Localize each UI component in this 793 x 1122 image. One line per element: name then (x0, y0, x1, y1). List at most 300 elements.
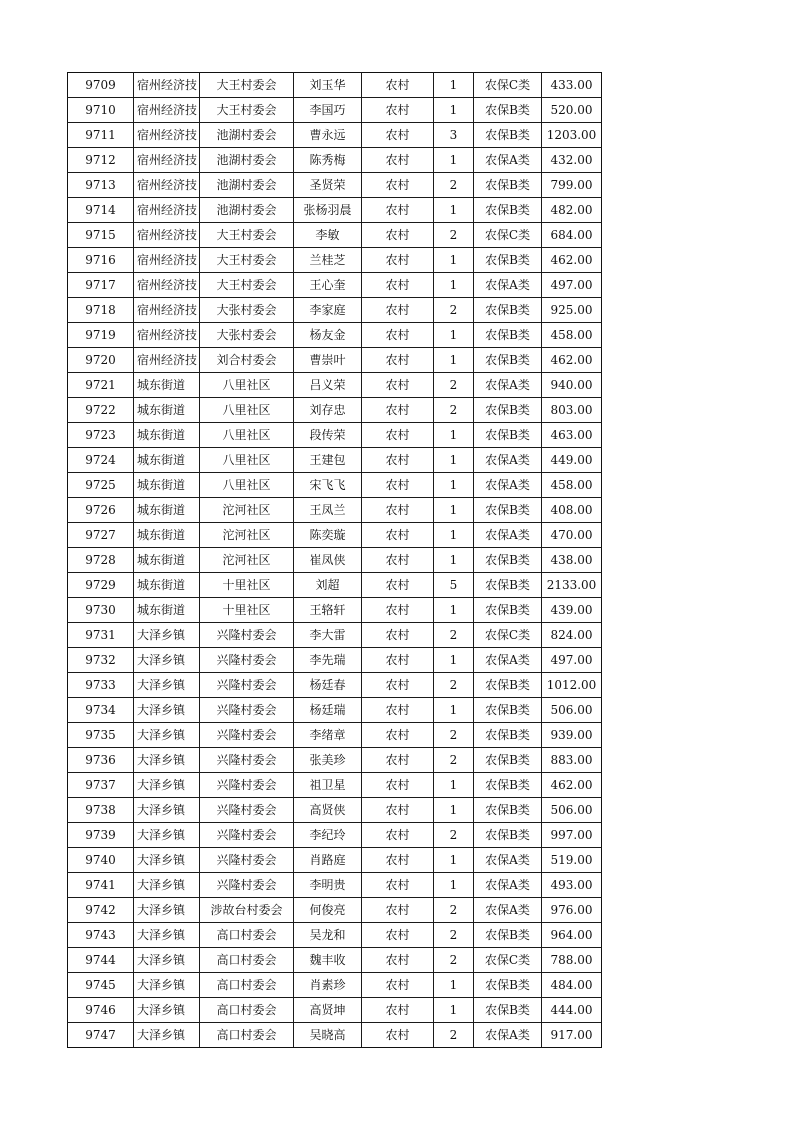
record-id-cell: 9741 (68, 873, 134, 898)
person-name-cell: 肖素珍 (294, 973, 362, 998)
household-count-cell: 1 (434, 148, 474, 173)
area-type-cell: 农村 (362, 698, 434, 723)
household-count-cell: 2 (434, 223, 474, 248)
record-id-cell: 9742 (68, 898, 134, 923)
town-cell: 城东街道 (134, 548, 200, 573)
household-count-cell: 1 (434, 423, 474, 448)
record-id-cell: 9724 (68, 448, 134, 473)
household-count-cell: 1 (434, 798, 474, 823)
area-type-cell: 农村 (362, 598, 434, 623)
area-type-cell: 农村 (362, 348, 434, 373)
town-cell: 宿州经济技 (134, 248, 200, 273)
household-count-cell: 2 (434, 898, 474, 923)
household-count-cell: 1 (434, 998, 474, 1023)
amount-cell: 449.00 (542, 448, 602, 473)
person-name-cell: 杨廷瑞 (294, 698, 362, 723)
amount-cell: 408.00 (542, 498, 602, 523)
record-id-cell: 9717 (68, 273, 134, 298)
area-type-cell: 农村 (362, 773, 434, 798)
table-row (68, 648, 602, 673)
area-type-cell: 农村 (362, 148, 434, 173)
area-type-cell: 农村 (362, 923, 434, 948)
person-name-cell: 杨廷春 (294, 673, 362, 698)
village-cell: 高口村委会 (200, 948, 294, 973)
household-count-cell: 2 (434, 1023, 474, 1048)
town-cell: 宿州经济技 (134, 223, 200, 248)
record-id-cell: 9747 (68, 1023, 134, 1048)
household-count-cell: 1 (434, 648, 474, 673)
record-id-cell: 9712 (68, 148, 134, 173)
village-cell: 十里社区 (200, 598, 294, 623)
table-row (68, 98, 602, 123)
town-cell: 大泽乡镇 (134, 823, 200, 848)
village-cell: 兴隆村委会 (200, 698, 294, 723)
person-name-cell: 段传荣 (294, 423, 362, 448)
person-name-cell: 陈奕璇 (294, 523, 362, 548)
village-cell: 八里社区 (200, 398, 294, 423)
amount-cell: 463.00 (542, 423, 602, 448)
household-count-cell: 1 (434, 98, 474, 123)
amount-cell: 493.00 (542, 873, 602, 898)
person-name-cell: 刘存忠 (294, 398, 362, 423)
village-cell: 池湖村委会 (200, 198, 294, 223)
insurance-category-cell: 农保B类 (474, 998, 542, 1023)
area-type-cell: 农村 (362, 98, 434, 123)
person-name-cell: 李敏 (294, 223, 362, 248)
person-name-cell: 高贤坤 (294, 998, 362, 1023)
town-cell: 城东街道 (134, 398, 200, 423)
person-name-cell: 兰桂芝 (294, 248, 362, 273)
town-cell: 宿州经济技 (134, 173, 200, 198)
town-cell: 大泽乡镇 (134, 923, 200, 948)
area-type-cell: 农村 (362, 973, 434, 998)
record-id-cell: 9734 (68, 698, 134, 723)
town-cell: 宿州经济技 (134, 98, 200, 123)
insurance-category-cell: 农保C类 (474, 623, 542, 648)
table-row (68, 498, 602, 523)
amount-cell: 799.00 (542, 173, 602, 198)
table-row (68, 723, 602, 748)
table-row (68, 623, 602, 648)
town-cell: 大泽乡镇 (134, 798, 200, 823)
table-row (68, 973, 602, 998)
table-row (68, 173, 602, 198)
person-name-cell: 崔凤侠 (294, 548, 362, 573)
insurance-category-cell: 农保C类 (474, 223, 542, 248)
person-name-cell: 杨友金 (294, 323, 362, 348)
record-id-cell: 9721 (68, 373, 134, 398)
table-row (68, 873, 602, 898)
village-cell: 兴隆村委会 (200, 623, 294, 648)
amount-cell: 917.00 (542, 1023, 602, 1048)
table-row (68, 848, 602, 873)
insurance-category-cell: 农保B类 (474, 348, 542, 373)
household-count-cell: 1 (434, 73, 474, 98)
amount-cell: 482.00 (542, 198, 602, 223)
person-name-cell: 李家庭 (294, 298, 362, 323)
amount-cell: 458.00 (542, 323, 602, 348)
household-count-cell: 2 (434, 373, 474, 398)
amount-cell: 433.00 (542, 73, 602, 98)
insurance-category-cell: 农保B类 (474, 248, 542, 273)
record-id-cell: 9735 (68, 723, 134, 748)
insurance-category-cell: 农保A类 (474, 148, 542, 173)
record-id-cell: 9739 (68, 823, 134, 848)
table-row (68, 473, 602, 498)
area-type-cell: 农村 (362, 373, 434, 398)
table-row (68, 598, 602, 623)
area-type-cell: 农村 (362, 173, 434, 198)
town-cell: 城东街道 (134, 573, 200, 598)
amount-cell: 497.00 (542, 273, 602, 298)
record-id-cell: 9715 (68, 223, 134, 248)
insurance-category-cell: 农保B类 (474, 598, 542, 623)
household-count-cell: 1 (434, 248, 474, 273)
insurance-category-cell: 农保A类 (474, 1023, 542, 1048)
village-cell: 沱河社区 (200, 498, 294, 523)
insurance-category-cell: 农保A类 (474, 648, 542, 673)
person-name-cell: 肖路庭 (294, 848, 362, 873)
record-id-cell: 9710 (68, 98, 134, 123)
person-name-cell: 张美珍 (294, 748, 362, 773)
amount-cell: 470.00 (542, 523, 602, 548)
record-id-cell: 9713 (68, 173, 134, 198)
insurance-category-cell: 农保B类 (474, 798, 542, 823)
person-name-cell: 王辂轩 (294, 598, 362, 623)
area-type-cell: 农村 (362, 848, 434, 873)
record-id-cell: 9740 (68, 848, 134, 873)
area-type-cell: 农村 (362, 423, 434, 448)
village-cell: 兴隆村委会 (200, 873, 294, 898)
town-cell: 城东街道 (134, 498, 200, 523)
record-id-cell: 9726 (68, 498, 134, 523)
household-count-cell: 2 (434, 673, 474, 698)
area-type-cell: 农村 (362, 323, 434, 348)
insurance-category-cell: 农保C类 (474, 73, 542, 98)
record-id-cell: 9744 (68, 948, 134, 973)
area-type-cell: 农村 (362, 823, 434, 848)
amount-cell: 520.00 (542, 98, 602, 123)
household-count-cell: 2 (434, 923, 474, 948)
town-cell: 宿州经济技 (134, 198, 200, 223)
insurance-category-cell: 农保A类 (474, 448, 542, 473)
town-cell: 大泽乡镇 (134, 698, 200, 723)
area-type-cell: 农村 (362, 498, 434, 523)
village-cell: 大王村委会 (200, 223, 294, 248)
table-body (68, 73, 602, 1048)
amount-cell: 824.00 (542, 623, 602, 648)
household-count-cell: 1 (434, 498, 474, 523)
town-cell: 宿州经济技 (134, 298, 200, 323)
village-cell: 兴隆村委会 (200, 673, 294, 698)
record-id-cell: 9711 (68, 123, 134, 148)
town-cell: 城东街道 (134, 598, 200, 623)
record-id-cell: 9709 (68, 73, 134, 98)
area-type-cell: 农村 (362, 473, 434, 498)
insurance-category-cell: 农保A类 (474, 373, 542, 398)
town-cell: 大泽乡镇 (134, 898, 200, 923)
insurance-category-cell: 农保B类 (474, 398, 542, 423)
amount-cell: 462.00 (542, 348, 602, 373)
village-cell: 兴隆村委会 (200, 798, 294, 823)
village-cell: 八里社区 (200, 373, 294, 398)
table-row (68, 548, 602, 573)
table-row (68, 323, 602, 348)
record-id-cell: 9725 (68, 473, 134, 498)
area-type-cell: 农村 (362, 273, 434, 298)
record-id-cell: 9743 (68, 923, 134, 948)
household-count-cell: 1 (434, 348, 474, 373)
town-cell: 大泽乡镇 (134, 748, 200, 773)
amount-cell: 788.00 (542, 948, 602, 973)
insurance-category-cell: 农保B类 (474, 498, 542, 523)
person-name-cell: 宋飞飞 (294, 473, 362, 498)
insurance-category-cell: 农保B类 (474, 198, 542, 223)
table-row (68, 823, 602, 848)
record-id-cell: 9737 (68, 773, 134, 798)
insurance-category-cell: 农保A类 (474, 898, 542, 923)
person-name-cell: 何俊亮 (294, 898, 362, 923)
amount-cell: 1012.00 (542, 673, 602, 698)
village-cell: 兴隆村委会 (200, 823, 294, 848)
insurance-category-cell: 农保B类 (474, 298, 542, 323)
amount-cell: 883.00 (542, 748, 602, 773)
village-cell: 高口村委会 (200, 998, 294, 1023)
area-type-cell: 农村 (362, 573, 434, 598)
insurance-category-cell: 农保A类 (474, 523, 542, 548)
table-row (68, 73, 602, 98)
town-cell: 宿州经济技 (134, 73, 200, 98)
record-id-cell: 9746 (68, 998, 134, 1023)
village-cell: 沱河社区 (200, 548, 294, 573)
town-cell: 大泽乡镇 (134, 973, 200, 998)
insurance-category-cell: 农保B类 (474, 773, 542, 798)
household-count-cell: 2 (434, 823, 474, 848)
household-count-cell: 1 (434, 473, 474, 498)
insurance-category-cell: 农保B类 (474, 698, 542, 723)
household-count-cell: 1 (434, 598, 474, 623)
record-id-cell: 9728 (68, 548, 134, 573)
household-count-cell: 1 (434, 973, 474, 998)
insurance-category-cell: 农保B类 (474, 323, 542, 348)
household-count-cell: 2 (434, 948, 474, 973)
household-count-cell: 1 (434, 448, 474, 473)
amount-cell: 684.00 (542, 223, 602, 248)
area-type-cell: 农村 (362, 73, 434, 98)
person-name-cell: 陈秀梅 (294, 148, 362, 173)
village-cell: 兴隆村委会 (200, 748, 294, 773)
village-cell: 高口村委会 (200, 973, 294, 998)
town-cell: 宿州经济技 (134, 348, 200, 373)
table-row (68, 273, 602, 298)
area-type-cell: 农村 (362, 723, 434, 748)
person-name-cell: 李纪玲 (294, 823, 362, 848)
village-cell: 大王村委会 (200, 248, 294, 273)
household-count-cell: 1 (434, 323, 474, 348)
household-count-cell: 2 (434, 748, 474, 773)
town-cell: 大泽乡镇 (134, 948, 200, 973)
insurance-category-cell: 农保A类 (474, 848, 542, 873)
amount-cell: 939.00 (542, 723, 602, 748)
town-cell: 大泽乡镇 (134, 848, 200, 873)
table-row (68, 698, 602, 723)
household-count-cell: 1 (434, 773, 474, 798)
amount-cell: 964.00 (542, 923, 602, 948)
amount-cell: 462.00 (542, 248, 602, 273)
area-type-cell: 农村 (362, 998, 434, 1023)
village-cell: 八里社区 (200, 473, 294, 498)
table-row (68, 673, 602, 698)
area-type-cell: 农村 (362, 523, 434, 548)
table-row (68, 773, 602, 798)
village-cell: 池湖村委会 (200, 123, 294, 148)
table-row (68, 798, 602, 823)
insurance-category-cell: 农保B类 (474, 548, 542, 573)
village-cell: 大王村委会 (200, 273, 294, 298)
insurance-category-cell: 农保B类 (474, 973, 542, 998)
record-id-cell: 9745 (68, 973, 134, 998)
insurance-category-cell: 农保B类 (474, 923, 542, 948)
town-cell: 大泽乡镇 (134, 773, 200, 798)
table-row (68, 1023, 602, 1048)
person-name-cell: 李明贵 (294, 873, 362, 898)
person-name-cell: 刘超 (294, 573, 362, 598)
person-name-cell: 王心奎 (294, 273, 362, 298)
area-type-cell: 农村 (362, 123, 434, 148)
area-type-cell: 农村 (362, 623, 434, 648)
insurance-category-cell: 农保B类 (474, 423, 542, 448)
amount-cell: 997.00 (542, 823, 602, 848)
person-name-cell: 李国巧 (294, 98, 362, 123)
household-count-cell: 5 (434, 573, 474, 598)
record-id-cell: 9732 (68, 648, 134, 673)
town-cell: 大泽乡镇 (134, 623, 200, 648)
village-cell: 大王村委会 (200, 98, 294, 123)
person-name-cell: 张杨羽晨 (294, 198, 362, 223)
person-name-cell: 圣贤荣 (294, 173, 362, 198)
insurance-category-cell: 农保B类 (474, 173, 542, 198)
amount-cell: 458.00 (542, 473, 602, 498)
village-cell: 池湖村委会 (200, 173, 294, 198)
village-cell: 十里社区 (200, 573, 294, 598)
area-type-cell: 农村 (362, 948, 434, 973)
area-type-cell: 农村 (362, 748, 434, 773)
table-row (68, 198, 602, 223)
town-cell: 大泽乡镇 (134, 648, 200, 673)
person-name-cell: 吴龙和 (294, 923, 362, 948)
amount-cell: 506.00 (542, 798, 602, 823)
person-name-cell: 曹永远 (294, 123, 362, 148)
table-row (68, 223, 602, 248)
village-cell: 大张村委会 (200, 323, 294, 348)
household-count-cell: 1 (434, 548, 474, 573)
village-cell: 池湖村委会 (200, 148, 294, 173)
amount-cell: 506.00 (542, 698, 602, 723)
insurance-category-cell: 农保B类 (474, 573, 542, 598)
area-type-cell: 农村 (362, 873, 434, 898)
amount-cell: 444.00 (542, 998, 602, 1023)
amount-cell: 462.00 (542, 773, 602, 798)
table-row (68, 148, 602, 173)
table-row (68, 348, 602, 373)
village-cell: 兴隆村委会 (200, 648, 294, 673)
town-cell: 城东街道 (134, 523, 200, 548)
village-cell: 涉故台村委会 (200, 898, 294, 923)
household-count-cell: 1 (434, 848, 474, 873)
table-row (68, 448, 602, 473)
area-type-cell: 农村 (362, 223, 434, 248)
record-id-cell: 9731 (68, 623, 134, 648)
record-id-cell: 9723 (68, 423, 134, 448)
insurance-category-cell: 农保B类 (474, 748, 542, 773)
area-type-cell: 农村 (362, 898, 434, 923)
table-row (68, 298, 602, 323)
record-id-cell: 9716 (68, 248, 134, 273)
household-count-cell: 1 (434, 523, 474, 548)
person-name-cell: 吴晓高 (294, 1023, 362, 1048)
amount-cell: 2133.00 (542, 573, 602, 598)
town-cell: 宿州经济技 (134, 123, 200, 148)
area-type-cell: 农村 (362, 198, 434, 223)
table-row (68, 423, 602, 448)
household-count-cell: 1 (434, 698, 474, 723)
household-count-cell: 2 (434, 173, 474, 198)
insurance-category-cell: 农保C类 (474, 948, 542, 973)
amount-cell: 439.00 (542, 598, 602, 623)
amount-cell: 484.00 (542, 973, 602, 998)
person-name-cell: 魏丰收 (294, 948, 362, 973)
town-cell: 大泽乡镇 (134, 1023, 200, 1048)
person-name-cell: 李先瑞 (294, 648, 362, 673)
insurance-category-cell: 农保A类 (474, 273, 542, 298)
village-cell: 高口村委会 (200, 923, 294, 948)
area-type-cell: 农村 (362, 798, 434, 823)
town-cell: 城东街道 (134, 373, 200, 398)
village-cell: 八里社区 (200, 423, 294, 448)
amount-cell: 940.00 (542, 373, 602, 398)
table-row (68, 948, 602, 973)
area-type-cell: 农村 (362, 648, 434, 673)
table-row (68, 573, 602, 598)
village-cell: 八里社区 (200, 448, 294, 473)
household-count-cell: 2 (434, 723, 474, 748)
record-id-cell: 9718 (68, 298, 134, 323)
area-type-cell: 农村 (362, 398, 434, 423)
insurance-category-cell: 农保B类 (474, 673, 542, 698)
person-name-cell: 祖卫星 (294, 773, 362, 798)
village-cell: 大张村委会 (200, 298, 294, 323)
household-count-cell: 3 (434, 123, 474, 148)
area-type-cell: 农村 (362, 548, 434, 573)
village-cell: 沱河社区 (200, 523, 294, 548)
person-name-cell: 吕义荣 (294, 373, 362, 398)
town-cell: 宿州经济技 (134, 148, 200, 173)
person-name-cell: 王建包 (294, 448, 362, 473)
table-row (68, 373, 602, 398)
insurance-category-cell: 农保B类 (474, 123, 542, 148)
town-cell: 大泽乡镇 (134, 723, 200, 748)
household-count-cell: 1 (434, 198, 474, 223)
area-type-cell: 农村 (362, 1023, 434, 1048)
table-row (68, 748, 602, 773)
amount-cell: 438.00 (542, 548, 602, 573)
amount-cell: 976.00 (542, 898, 602, 923)
town-cell: 城东街道 (134, 448, 200, 473)
table-row (68, 998, 602, 1023)
village-cell: 刘合村委会 (200, 348, 294, 373)
insurance-category-cell: 农保A类 (474, 473, 542, 498)
person-name-cell: 高贤侠 (294, 798, 362, 823)
